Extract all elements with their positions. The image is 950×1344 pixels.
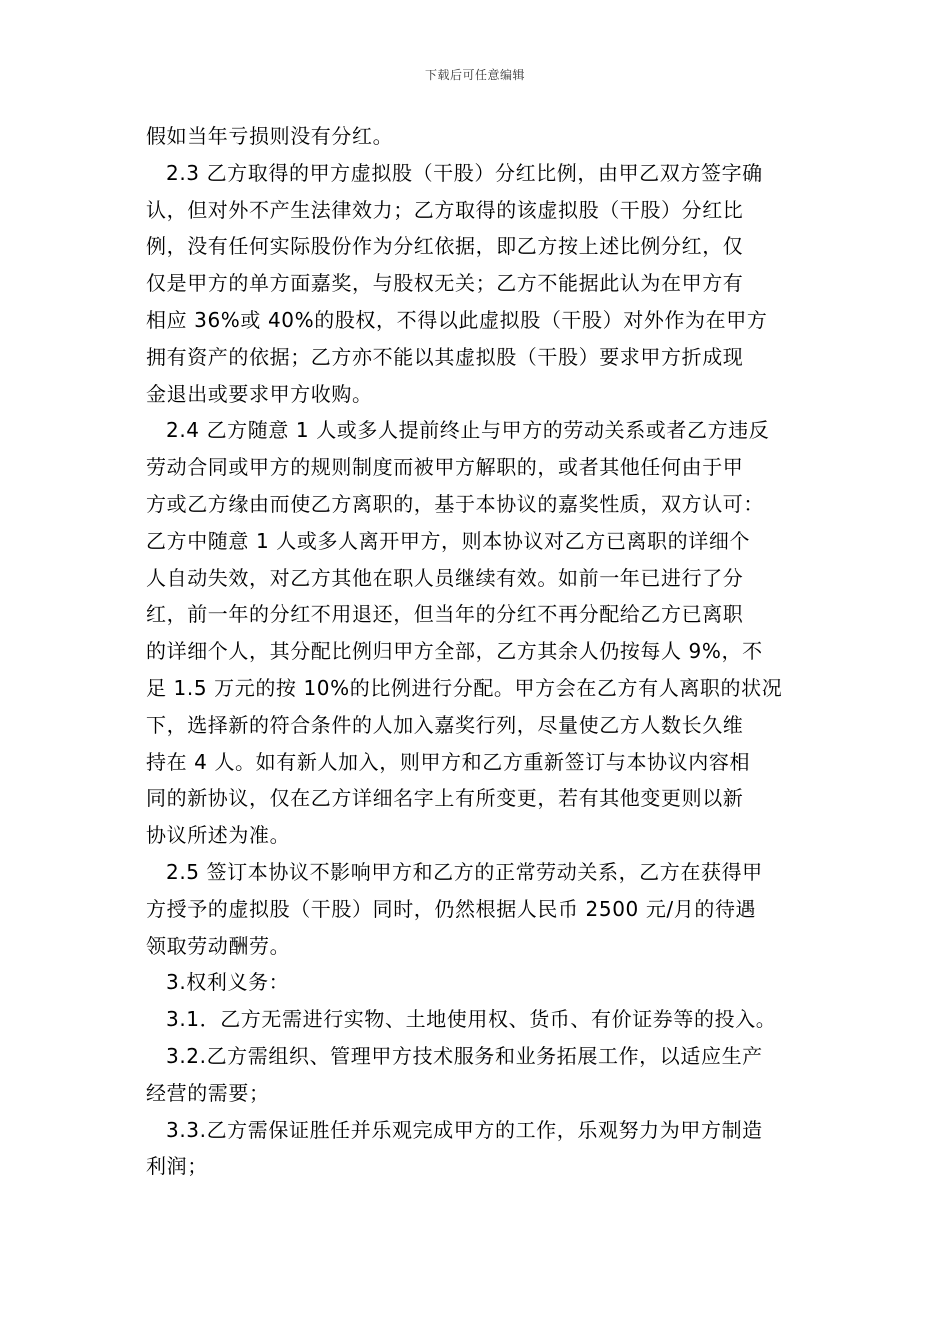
text-line: 相应 36%或 40%的股权，不得以此虚拟股（干股）对外作为在甲方 (146, 307, 768, 332)
document-body (146, 118, 810, 1185)
paragraph (146, 964, 810, 1001)
paragraph (146, 412, 810, 854)
text-line: 方或乙方缘由而使乙方离职的，基于本协议的嘉奖性质，双方认可： (146, 491, 764, 516)
text-line: 劳动合同或甲方的规则制度而被甲方解职的，或者其他任何由于甲 (146, 455, 744, 480)
text-line: 3.3.乙方需保证胜任并乐观完成甲方的工作，乐观努力为甲方制造 (166, 1117, 763, 1142)
text-line: 人自动失效，对乙方其他在职人员继续有效。如前一年已进行了分 (146, 565, 744, 590)
text-line: 例，没有任何实际股份作为分红依据，即乙方按上述比例分红，仅 (146, 234, 744, 259)
paragraph (146, 155, 810, 413)
paragraph (146, 1112, 810, 1186)
text-line: 方授予的虚拟股（干股）同时，仍然根据人民币 2500 元/月的待遇 (146, 896, 757, 921)
text-line: 拥有资产的依据；乙方亦不能以其虚拟股（干股）要求甲方折成现 (146, 344, 744, 369)
text-line: 金退出或要求甲方收购。 (146, 381, 373, 406)
text-line: 3.2.乙方需组织、管理甲方技术服务和业务拓展工作，以适应生产 (166, 1043, 763, 1068)
text-line: 协议所述为准。 (146, 823, 291, 848)
text-line: 2.4 乙方随意 1 人或多人提前终止与甲方的劳动关系或者乙方违反 (166, 418, 770, 443)
text-line: 仅是甲方的单方面嘉奖，与股权无关；乙方不能据此认为在甲方有 (146, 271, 744, 296)
text-line: 乙方中随意 1 人或多人离开甲方，则本协议对乙方已离职的详细个 (146, 528, 751, 553)
text-line: 2.3 乙方取得的甲方虚拟股（干股）分红比例，由甲乙双方签字确 (166, 160, 763, 185)
text-line: 的详细个人，其分配比例归甲方全部，乙方其余人仍按每人 9%，不 (146, 639, 763, 664)
page-header: 下载后可任意编辑 (424, 68, 525, 82)
paragraph (146, 1001, 810, 1038)
text-line: 2.5 签订本协议不影响甲方和乙方的正常劳动关系，乙方在获得甲 (166, 859, 763, 884)
text-line: 认，但对外不产生法律效力；乙方取得的该虚拟股（干股）分红比 (146, 197, 744, 222)
paragraph (146, 1038, 810, 1112)
paragraph (146, 118, 810, 155)
text-line: 红，前一年的分红不用退还，但当年的分红不再分配给乙方已离职 (146, 602, 744, 627)
text-line: 经营的需要； (146, 1080, 270, 1105)
text-line: 足 1.5 万元的按 10%的比例进行分配。甲方会在乙方有人离职的状况 (146, 675, 783, 700)
text-line: 领取劳动酬劳。 (146, 933, 291, 958)
text-line: 利润； (146, 1154, 208, 1179)
text-line: 假如当年亏损则没有分红。 (146, 124, 394, 148)
text-line: 同的新协议，仅在乙方详细名字上有所变更，若有其他变更则以新 (146, 786, 744, 811)
text-line: 3.1．乙方无需进行实物、土地使用权、货币、有价证券等的投入。 (166, 1007, 777, 1032)
paragraph (146, 854, 810, 964)
text-line: 持在 4 人。如有新人加入，则甲方和乙方重新签订与本协议内容相 (146, 749, 751, 774)
text-line: 下，选择新的符合条件的人加入嘉奖行列，尽量使乙方人数长久维 (146, 712, 744, 737)
text-line: 3.权利义务： (166, 970, 290, 995)
